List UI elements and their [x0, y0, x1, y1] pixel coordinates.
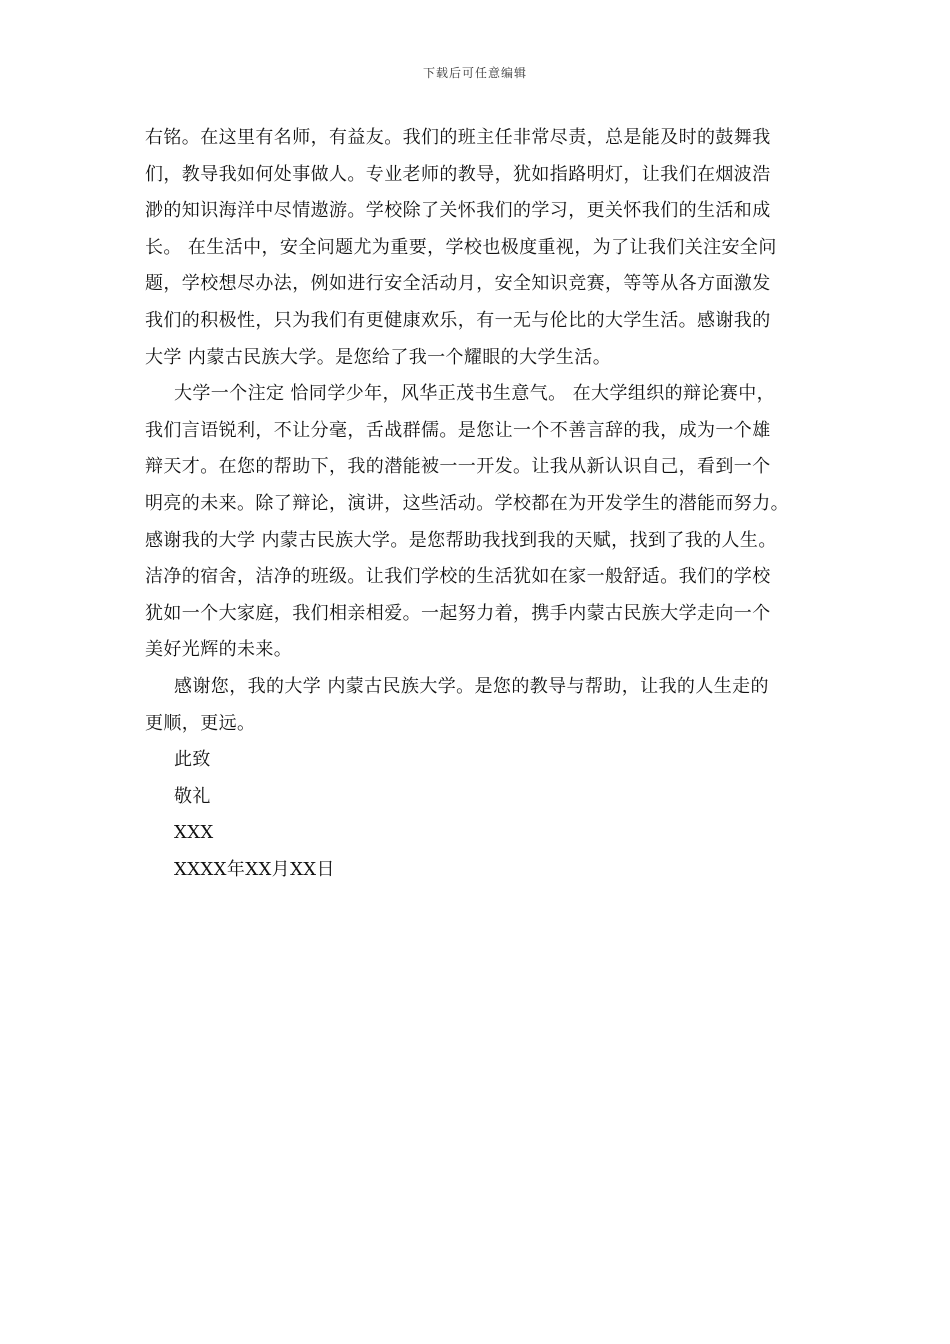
- signature-date: XXXX年XX月XX日: [174, 858, 335, 880]
- paragraph-start-line: 大学一个注定 恰同学少年，风华正茂书生意气。 在大学组织的辩论赛中，: [174, 383, 776, 405]
- body-line: 题，学校想尽办法，例如进行安全活动月，安全知识竞赛，等等从各方面激发: [145, 273, 771, 295]
- body-line: 犹如一个大家庭，我们相亲相爱。一起努力着，携手内蒙古民族大学走向一个: [145, 602, 771, 624]
- body-line: 辩天才。在您的帮助下，我的潜能被一一开发。让我从新认识自己，看到一个: [145, 456, 771, 478]
- body-line: 右铭。在这里有名师，有益友。我们的班主任非常尽责，总是能及时的鼓舞我: [145, 127, 771, 148]
- closing-line: 此致: [174, 749, 211, 771]
- body-line: 洁净的宿舍，洁净的班级。让我们学校的生活犹如在家一般舒适。我们的学校: [145, 566, 771, 588]
- body-line: 们，教导我如何处事做人。专业老师的教导，犹如指路明灯，让我们在烟波浩: [145, 163, 771, 185]
- body-line: 大学 内蒙古民族大学。是您给了我一个耀眼的大学生活。: [145, 346, 612, 368]
- letter-body: [145, 120, 813, 888]
- signature-name: XXX: [174, 822, 214, 844]
- body-line: 渺的知识海洋中尽情遨游。学校除了关怀我们的学习，更关怀我们的生活和成: [145, 200, 771, 222]
- body-line: 我们的积极性，只为我们有更健康欢乐，有一无与伦比的大学生活。感谢我的: [145, 309, 771, 331]
- body-line: 美好光辉的未来。: [145, 639, 293, 661]
- page-header: 下载后可任意编辑: [422, 66, 527, 80]
- body-line: 明亮的未来。除了辩论，演讲，这些活动。学校都在为开发学生的潜能而努力。: [145, 492, 789, 514]
- body-line: 长。 在生活中，安全问题尤为重要，学校也极度重视，为了让我们关注安全问: [145, 236, 777, 258]
- salutation-line: 敬礼: [174, 785, 211, 807]
- body-line: 更顺，更远。: [145, 712, 256, 734]
- body-line: 我们言语锐利，不让分毫，舌战群儒。是您让一个不善言辞的我，成为一个雄: [145, 419, 771, 441]
- paragraph-start-line: 感谢您，我的大学 内蒙古民族大学。是您的教导与帮助，让我的人生走的: [174, 675, 769, 697]
- body-line: 感谢我的大学 内蒙古民族大学。是您帮助我找到我的天赋，找到了我的人生。: [145, 529, 777, 551]
